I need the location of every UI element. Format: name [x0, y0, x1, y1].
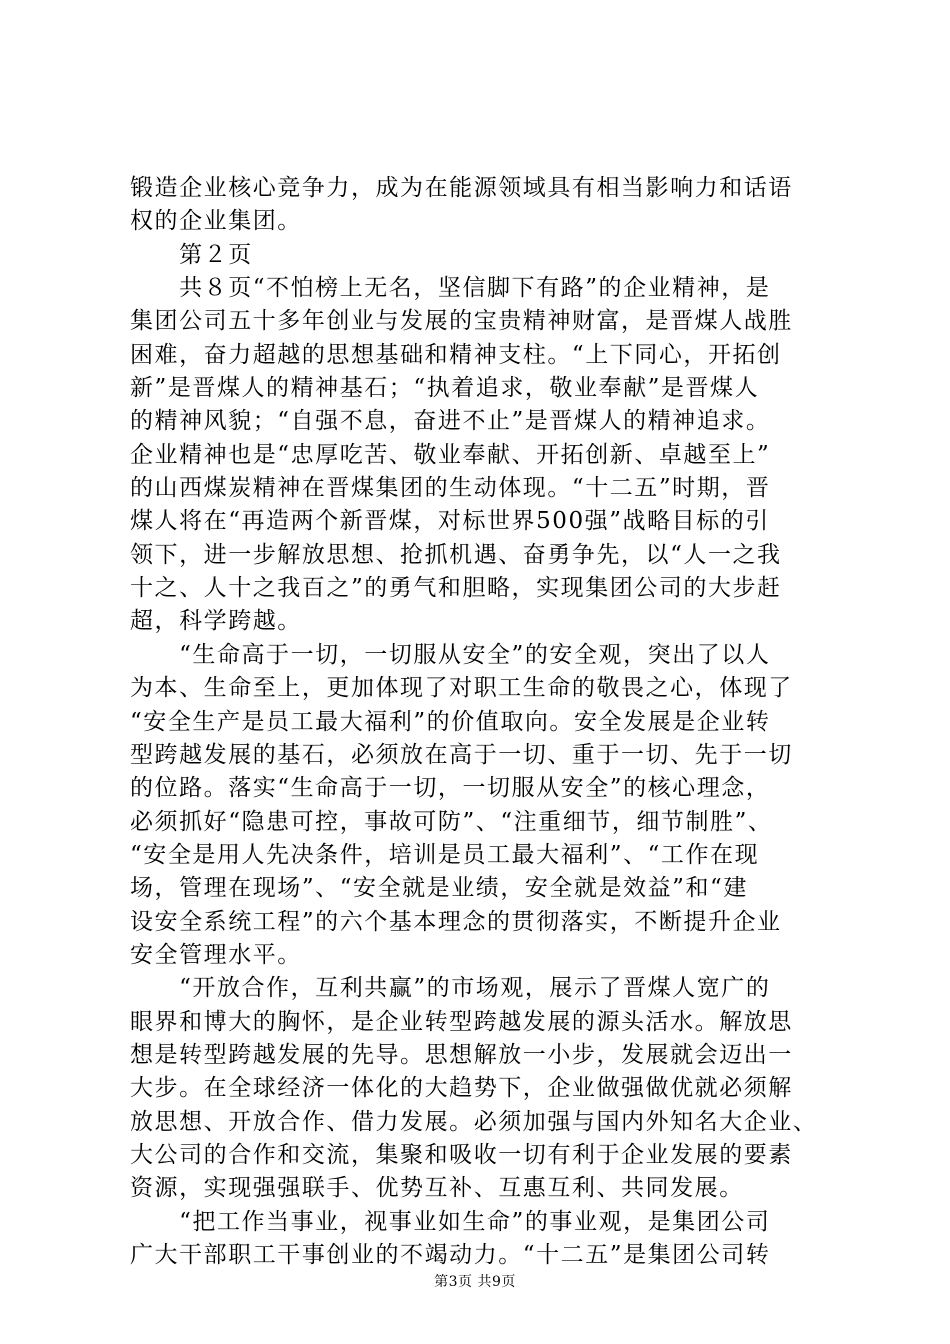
- text-line: 场，管理在现场”、“安全就是业绩，安全就是效益”和“建: [130, 875, 748, 902]
- text-line: 十之、人十之我百之”的勇气和胆略，实现集团公司的大步赶: [130, 575, 782, 602]
- text-line: “把工作当事业，视事业如生命”的事业观，是集团公司: [130, 1208, 771, 1235]
- text-line: 企业精神也是“忠厚吃苦、敬业奉献、开拓创新、卓越至上”: [130, 441, 771, 468]
- text-line: 超，科学跨越。: [130, 608, 302, 635]
- text-line: 新”是晋煤人的精神基石；“执着追求，敬业奉献”是晋煤人: [130, 375, 760, 402]
- text-line: 资源，实现强强联手、优势互补、互惠互利、共同发展。: [130, 1175, 744, 1202]
- text-line: 设安全系统工程”的六个基本理念的贯彻落实，不断提升企业: [130, 908, 782, 935]
- text-line: 的位路。落实“生命高于一切，一切服从安全”的核心理念，: [130, 775, 771, 802]
- text-line: “安全是用人先决条件，培训是员工最大福利”、“工作在现: [130, 841, 760, 868]
- text-line: “开放合作，互利共赢”的市场观，展示了晋煤人宽广的: [130, 975, 771, 1002]
- text-line: 集团公司五十多年创业与发展的宝贵精神财富，是晋煤人战胜: [130, 308, 793, 335]
- body-text: [130, 172, 820, 1272]
- text-line: 领下，进一步解放思想、抢抓机遇、奋勇争先，以“人一之我: [130, 541, 782, 568]
- text-line: 权的企业集团。: [130, 208, 302, 235]
- page-footer: [0, 1272, 950, 1292]
- text-line: 大公司的合作和交流，集聚和吸收一切有利于企业发展的要素: [130, 1141, 793, 1168]
- text-line: 煤人将在“再造两个新晋煤，对标世界500强”战略目标的引: [130, 508, 770, 535]
- text-line: 大步。在全球经济一体化的大趋势下，企业做强做优就必须解: [130, 1075, 793, 1102]
- text-line: 共８页“不怕榜上无名，坚信脚下有路”的企业精神，是: [130, 275, 771, 302]
- text-line: 第２页: [130, 241, 253, 268]
- text-line: 放思想、开放合作、借力发展。必须加强与国内外知名大企业、: [130, 1108, 818, 1135]
- page-number: 第3页 共9页: [434, 1274, 516, 1290]
- text-line: 安全管理水平。: [130, 941, 302, 968]
- text-line: 想是转型跨越发展的先导。思想解放一小步，发展就会迈出一: [130, 1041, 793, 1068]
- text-line: 的山西煤炭精神在晋煤集团的生动体现。“十二五”时期，晋: [130, 475, 771, 502]
- text-line: 型跨越发展的基石，必须放在高于一切、重于一切、先于一切: [130, 741, 793, 768]
- text-line: 眼界和博大的胸怀，是企业转型跨越发展的源头活水。解放思: [130, 1008, 793, 1035]
- text-line: 锻造企业核心竞争力，成为在能源领域具有相当影响力和话语: [130, 175, 793, 201]
- text-line: 为本、生命至上，更加体现了对职工生命的敬畏之心，体现了: [130, 675, 793, 702]
- text-line: 困难，奋力超越的思想基础和精神支柱。“上下同心，开拓创: [130, 341, 782, 368]
- text-line: 必须抓好“隐患可控，事故可防”、“注重细节，细节制胜”、: [130, 808, 773, 835]
- text-line: “安全生产是员工最大福利”的价值取向。安全发展是企业转: [130, 708, 771, 735]
- text-line: “生命高于一切，一切服从安全”的安全观，突出了以人: [130, 641, 771, 668]
- text-line: 的精神风貌；“自强不息，奋进不止”是晋煤人的精神追求。: [130, 408, 771, 435]
- text-line: 广大干部职工干事创业的不竭动力。“十二五”是集团公司转: [130, 1242, 771, 1268]
